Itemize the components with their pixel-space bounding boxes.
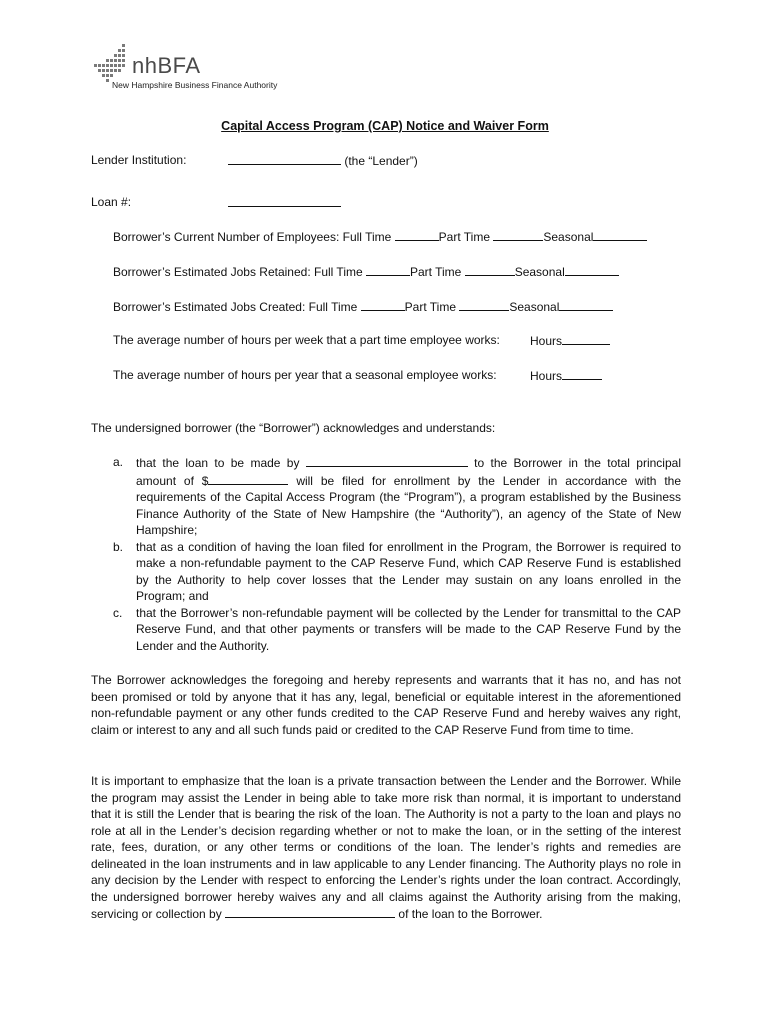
part-time-hours-field — [530, 332, 610, 350]
employees-retained-row — [113, 263, 619, 281]
lender-suffix: (the “Lender”) — [344, 154, 418, 168]
emphasis-text-2: of the loan to the Borrower. — [398, 907, 543, 921]
employees-retained-label: Borrower’s Estimated Jobs Retained: Full Time — [113, 265, 363, 279]
list-item — [113, 539, 681, 605]
seasonal-hours-field — [530, 367, 602, 385]
logo-subtitle: New Hampshire Business Finance Authority — [112, 80, 278, 90]
form-title: Capital Access Program (CAP) Notice and Waiver Form — [221, 119, 549, 133]
lender-institution-label: Lender Institution: — [91, 153, 187, 167]
employees-created-label: Borrower’s Estimated Jobs Created: Full Time — [113, 300, 358, 314]
list-marker: c. — [113, 605, 123, 620]
hours-label: Hours — [530, 334, 563, 348]
acknowledgment-list — [113, 454, 681, 654]
loan-number-label: Loan #: — [91, 195, 132, 209]
hours-label: Hours — [530, 369, 563, 383]
seasonal-label: Seasonal — [514, 265, 565, 279]
principal-amount-blank[interactable] — [208, 472, 288, 485]
loan-number-blank[interactable] — [228, 194, 341, 207]
employees-created-row — [113, 298, 613, 316]
list-marker: b. — [113, 539, 124, 554]
created-seasonal-blank[interactable] — [559, 298, 613, 311]
employees-current-row — [113, 228, 647, 246]
list-item — [113, 454, 681, 539]
item-a-text-1: that the loan to be made by — [136, 456, 300, 470]
loan-number-field[interactable] — [228, 194, 341, 212]
acknowledgment-paragraph: The Borrower acknowledges the foregoing and hereby represents and warrants that it has no, and has not been promised or told by anyone that it has any, legal, beneficial or equitable interest in the aforementioned non-refundable payment or any other funds credited to the CAP Reserve Fund and hereby waives any right, claim or interest to any and all such funds paid or credited to the CAP Reserve Fund from time to time. — [91, 673, 681, 737]
part-time-label: Part Time — [404, 300, 457, 314]
current-seasonal-blank[interactable] — [593, 228, 647, 241]
employees-current-label: Borrower’s Current Number of Employees: Full Time — [113, 230, 392, 244]
current-part-time-blank[interactable] — [493, 228, 543, 241]
created-full-time-blank[interactable] — [361, 298, 405, 311]
nhbfa-logo — [92, 44, 292, 94]
lender-institution-blank[interactable] — [228, 152, 341, 165]
item-b-text: that as a condition of having the loan filed for enrollment in the Program, the Borrower is required to make a non-refundable payment to the CAP Reserve Fund, which CAP Reserve Fund is established by the Authority to help cover losses that the Lender may sustain on any loans enrolled in the Program; and — [136, 539, 681, 603]
list-item — [113, 605, 681, 655]
list-marker: a. — [113, 455, 124, 469]
logo-name: nhBFA — [132, 53, 201, 78]
intro-text: The undersigned borrower (the “Borrower”) acknowledges and understands: — [91, 421, 496, 435]
part-time-label: Part Time — [410, 265, 462, 279]
seasonal-hours-question: The average number of hours per year that a seasonal employee works: — [113, 368, 497, 382]
emphasis-text-1: It is important to emphasize that the loan is a private transaction between the Lender and the Borrower. While the program may assist the Lender in being able to take more risk than normal, it is important to understand that it is still the Lender that is bearing the risk of the loan. The Authority is not a party to the loan and plays no role at all in the Lender’s decision regarding whether or not to make the loan, or in the setting of the interest rate, fees, duration, or any other terms or conditions of the loan. The lender’s rights and remedies are delineated in the loan instruments and in law applicable to any Lender financing. The Authority plays no role in any decision by the Lender with respect to enforcing the Lender’s rights under the loan contract. Accordingly, the undersigned borrower hereby waives any and all claims against the Authority arising from the making, servicing or collection by — [91, 774, 681, 921]
retained-full-time-blank[interactable] — [366, 263, 410, 276]
part-time-hours-blank[interactable] — [562, 332, 610, 345]
item-a-text-2: to the Borrower in the total principal amount of $ — [136, 456, 681, 488]
item-a-text-3: will be filed for enrollment by the Lender in accordance with the requirements of the Capital Access Program (the “Program”), a program established by the Business Finance Authority of the State of New Hampshire (the “Authority”), an agency of the State of New Hampshire; — [136, 473, 681, 537]
item-c-text: that the Borrower’s non-refundable payment will be collected by the Lender for transmittal to the CAP Reserve Fund, and that other payments or transfers will be made to the CAP Reserve Fund by the Lender and the Authority. — [136, 605, 681, 653]
current-full-time-blank[interactable] — [395, 228, 439, 241]
retained-part-time-blank[interactable] — [465, 263, 515, 276]
seasonal-label: Seasonal — [509, 300, 560, 314]
seasonal-hours-blank[interactable] — [562, 367, 602, 380]
emphasis-paragraph — [91, 773, 681, 923]
seasonal-label: Seasonal — [543, 230, 594, 244]
lender-institution-field[interactable] — [228, 152, 418, 170]
lender-name-blank[interactable] — [306, 454, 468, 467]
servicing-lender-blank[interactable] — [225, 905, 395, 918]
retained-seasonal-blank[interactable] — [565, 263, 619, 276]
created-part-time-blank[interactable] — [459, 298, 509, 311]
part-time-label: Part Time — [438, 230, 491, 244]
part-time-hours-question: The average number of hours per week that a part time employee works: — [113, 333, 500, 347]
